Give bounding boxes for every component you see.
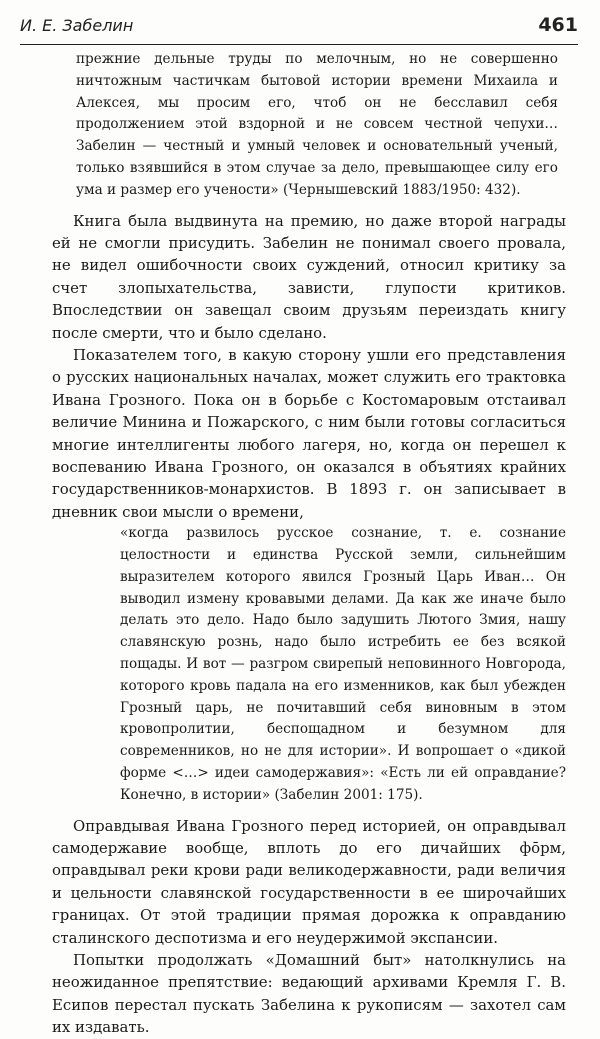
running-header	[20, 14, 578, 45]
page-number: 461	[538, 14, 578, 36]
paragraph-domestic-life: Попытки продолжать «Домашний быт» натолкнулись на неожиданное препятствие: ведающий архивами Кремля Г. В. Есипов перестал пускать Забелина к рукописям — захотел сам их издавать.	[52, 951, 566, 1037]
paragraph-prize: Книга была выдвинута на премию, но даже второй награды ей не смогли присудить. Забелин не понимал своего провала, не видел ошибочности своих суждений, относил критику за счет злопыхательства, зависти, глупости критиков. Впоследствии он завещал своим друзьям переиздать книгу после смерти, что и было сделано.	[52, 211, 566, 342]
block-quote-chernyshevsky: прежние дельные труды по мелочным, но не совершенно ничтожным частичкам бытовой истории времени Михаила и Алексея, мы просим его, чтоб он не бесславил себя продолжением этой вздорной и не совсем честной чепухи… Забелин — честный и умный человек и основательный ученый, только взявшийся в этом случае за дело, превышающее силу его ума и размер его учености» (Чернышевский 1883/1950: 432).	[76, 51, 558, 198]
running-head-author: И. Е. Забелин	[20, 16, 134, 35]
paragraph-autocracy: Оправдывая Ивана Грозного перед историей, он оправдывал самодержавие вообще, вплоть до его дичайших фо̄рм, оправдывал реки крови ради великодержавности, ради величия и цельности славянской государственности в ее широчайших границах. От этой традиции прямая дорожка к оправданию сталинского деспотизма и его неудержимой экспансии.	[52, 816, 566, 947]
block-quote-diary: «когда развилось русское сознание, т. е. сознание целостности и единства Русской земли, сильнейшим выразителем которого явился Грозный Царь Иван… Он выводил измену кровавыми делами. Да как же иначе было делать это дело. Надо было задушить Лютого Змия, нашу славянскую рознь, надо было истребить ее без всякой пощады. И вот — разгром свирепый неповинного Новгорода, которого кровь падала на его изменников, как был убежден Грозный царь, не почитавший себя виновным в этом кровопролитии, беспощадном и безумном для современников, но не для истории». И вопрошает о «дикой форме <…> идеи самодержавия»: «Есть ли ей оправдание? Конечно, в истории» (Забелин 2001: 175).	[120, 525, 566, 803]
paragraph-ivan-grozny: Показателем того, в какую сторону ушли его представления о русских национальных началах, может служить его трактовка Ивана Грозного. Пока он в борьбе с Костомаровым отстаивал величие Минина и Пожарского, с ним были готовы согласиться многие интеллигенты любого лагеря, но, когда он перешел к воспеванию Ивана Грозного, он оказался в объятиях крайних государственников-монархистов. В 1893 г. он записывает в дневник свои мысли о времени,	[52, 346, 566, 521]
page-body	[52, 49, 566, 1039]
